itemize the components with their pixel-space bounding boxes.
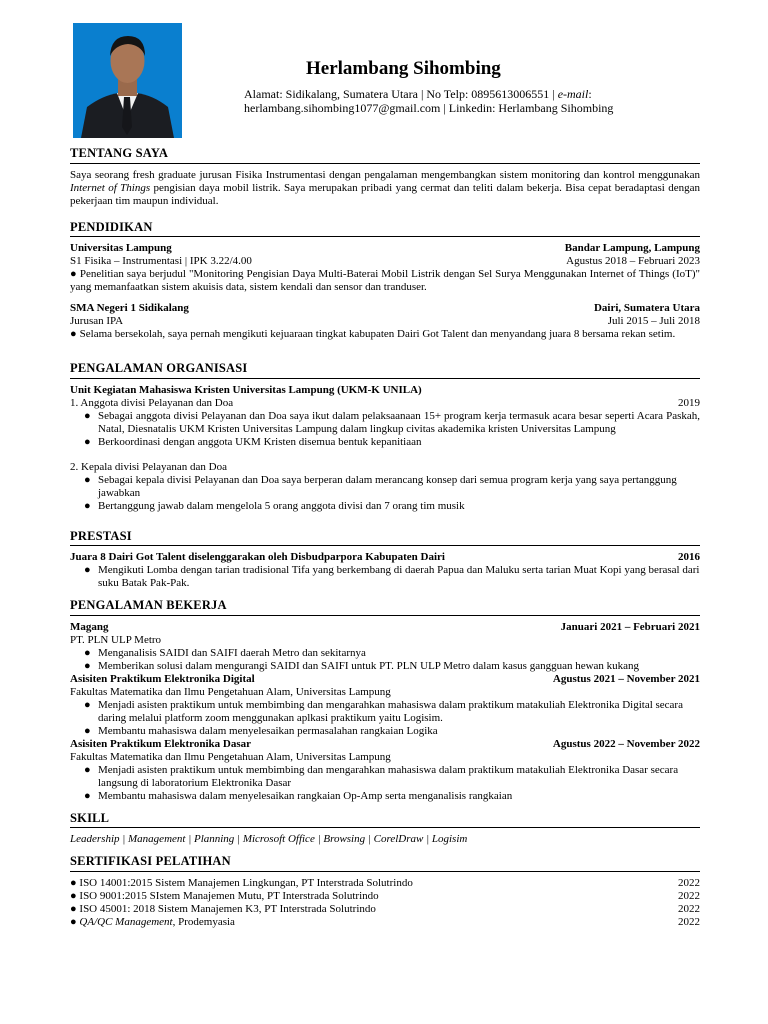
school-location: Bandar Lampung, Lampung <box>564 242 700 255</box>
organization-section <box>70 361 700 512</box>
work-section <box>70 598 700 802</box>
email-label: e-mail <box>557 87 589 101</box>
job-role: Magang <box>70 621 109 634</box>
profile-photo <box>73 23 182 138</box>
bullet-text: Berkoordinasi dengan anggota UKM Kristen disemua bentuk kepanitiaan <box>98 435 422 448</box>
about-section <box>70 146 700 208</box>
list-item: ● QA/QC Management, Prodemyasia 2022 <box>70 916 700 928</box>
certification-list <box>70 877 700 929</box>
education-note: ● Selama bersekolah, saya pernah mengikuti kejuaraan tingkat kabupaten Dairi Got Talent dan menyandang juara 8 bersama rekan setim. <box>70 328 676 341</box>
bullet-text: Mengikuti Lomba dengan tarian tradisional Tifa yang berkembang di daerah Papua dan Maluku serta tarian Muat Kopi yang berasal dari suku Batak Pak-Pak. <box>98 564 700 590</box>
bullet-text: Sebagai kepala divisi Pelayanan dan Doa saya berperan dalam merancang konsep dari semua program kerja yang saya pertanggung jawabkan <box>98 473 677 499</box>
certification-section <box>70 854 700 929</box>
resume-content <box>70 146 700 937</box>
role-label: 2. Kepala divisi Pelayanan dan Doa <box>70 460 228 473</box>
period: Agustus 2018 – Februari 2023 <box>566 255 700 268</box>
job-org: Fakultas Matematika dan Ilmu Pengetahuan Alam, Universitas Lampung <box>70 750 391 763</box>
bullet-text: Sebagai anggota divisi Pelayanan dan Doa saya ikut dalam pelaksaanaan 15+ program kerja termasuk acara besar seperti Acara Paskah, Natal, Diesnatalis UKM Kristen Universitas Lampung dalam lingkup civitas akademika kristen Universitas Lampung <box>98 409 700 435</box>
job-period: Agustus 2021 – November 2021 <box>552 672 700 685</box>
bullet-text: Memberikan solusi dalam mengurangi SAIDI dan SAIFI untuk PT. PLN ULP Metro dalam kasus gangguan hewan kukang <box>98 659 640 672</box>
list-item: ● Menjadi asisten praktikum untuk membimbing dan mengarahkan mahasiswa dalam praktikum matakuliah Elektronika Digital secara daring melalui platform zoom menggunakan aplkasi praktikum yaitu Logisim. <box>84 698 683 724</box>
list-item: ● ISO 45001: 2018 Sistem Manajemen K3, PT Interstrada Solutrindo 2022 <box>70 903 700 916</box>
list-item: ● Menjadi asisten praktikum untuk membimbing dan mengarahkan mahasiswa dalam praktikum matakuliah Elektronika Dasar secara langsung di laboratorium Elektronika Dasar <box>84 763 679 789</box>
cert-year: 2022 <box>678 903 700 916</box>
job-org: PT. PLN ULP Metro <box>70 634 162 647</box>
about-text <box>70 169 700 208</box>
job-role: Asisiten Praktikum Elektronika Dasar <box>70 737 252 750</box>
about-text-italic: Internet of Things <box>70 181 151 194</box>
bullet-text: Membantu mahasiswa dalam menyelesaikan rangkaian Op-Amp serta menganalisis rangkaian <box>98 789 513 802</box>
education-note: ● Penelitian saya berjudul "Monitoring Pengisian Daya Multi-Baterai Mobil Listrik dengan Sel Surya Menggunakan Internet of Things (IoT)" yang memanfaatkan sistem akuisis data, sistem kendali dan sensor dan tranduser. <box>70 268 700 294</box>
list-item: ● ISO 14001:2015 Sistem Manajemen Lingkungan, PT Interstrada Solutrindo 2022 <box>70 877 700 890</box>
list-item: ● Bertanggung jawab dalam mengelola 5 orang anggota divisi dan 7 orang tim musik <box>84 499 465 512</box>
section-title: PENGALAMAN BEKERJA <box>70 598 700 616</box>
job-role: Asisiten Praktikum Elektronika Digital <box>70 672 255 685</box>
section-title: SERTIFIKASI PELATIHAN <box>70 854 700 872</box>
role-label: 1. Anggota divisi Pelayanan dan Doa <box>70 396 234 409</box>
job-bullets <box>70 764 700 803</box>
bullet-text: Bertanggung jawab dalam mengelola 5 orang anggota divisi dan 7 orang tim musik <box>98 499 465 512</box>
school-name: Universitas Lampung <box>70 242 172 255</box>
job-bullets <box>70 699 700 738</box>
list-item: ● Menganalisis SAIDI dan SAIFI daerah Metro dan sekitarnya <box>84 647 366 659</box>
contact-info <box>244 87 684 116</box>
job-org: Fakultas Matematika dan Ilmu Pengetahuan Alam, Universitas Lampung <box>70 685 391 698</box>
cert-year: 2022 <box>678 890 700 903</box>
list-item: ● Sebagai kepala divisi Pelayanan dan Doa saya berperan dalam merancang konsep dari semua program kerja yang saya pertanggung jawabkan <box>84 473 677 499</box>
job-period: Januari 2021 – Februari 2021 <box>560 621 700 634</box>
period: Juli 2015 – Juli 2018 <box>607 315 700 328</box>
program: Jurusan IPA <box>70 315 124 328</box>
achievement-bullets <box>70 564 700 590</box>
program: S1 Fisika – Instrumentasi | IPK 3.22/4.00 <box>70 255 252 268</box>
about-text-part: pengisian daya mobil listrik. Saya merupakan pribadi yang cermat dan teliti dalam bekerja. Bisa cepat beradaptasi dengan pekerjaan tim maupun individual. <box>70 181 700 207</box>
section-title: PENGALAMAN ORGANISASI <box>70 361 700 379</box>
school-name: SMA Negeri 1 Sidikalang <box>70 302 189 315</box>
education-section <box>70 220 700 342</box>
skill-section <box>70 811 700 847</box>
job-period: Agustus 2022 – November 2022 <box>552 737 700 750</box>
school-location: Dairi, Sumatera Utara <box>593 302 700 315</box>
note-text: Penelitian saya berjudul "Monitoring Pengisian Daya Multi-Baterai Mobil Listrik dengan Sel Surya Menggunakan Internet of Things (IoT)" yang memanfaatkan sistem akuisis data, sistem kendali dan sensor dan tranduser. <box>70 268 700 294</box>
section-title: TENTANG SAYA <box>70 146 700 164</box>
cert-text: ISO 9001:2015 SIstem Manajemen Mutu, PT Interstrada Solutrindo <box>79 890 379 903</box>
about-text-part: Saya seorang fresh graduate jurusan Fisika Instrumentasi dengan pengalaman mengembangkan sistem monitoring dan kontrol menggunakan <box>70 168 700 181</box>
list-item: ● Mengikuti Lomba dengan tarian tradisional Tifa yang berkembang di daerah Papua dan Maluku serta tarian Muat Kopi yang berasal dari suku Batak Pak-Pak. <box>84 564 700 590</box>
list-item: ● ISO 9001:2015 SIstem Manajemen Mutu, PT Interstrada Solutrindo 2022 <box>70 890 700 903</box>
bullet-text: Membantu mahasiswa dalam menyelesaikan permasalahan rangkaian Logika <box>98 724 438 737</box>
candidate-name: Herlambang Sihombing <box>306 58 501 79</box>
education-item <box>70 302 700 341</box>
section-title: PRESTASI <box>70 529 700 547</box>
list-item: ● Memberikan solusi dalam mengurangi SAIDI dan SAIFI untuk PT. PLN ULP Metro dalam kasus gangguan hewan kukang <box>84 659 640 672</box>
section-title: SKILL <box>70 811 700 829</box>
skill-list: Leadership | Management | Planning | Microsoft Office | Browsing | CorelDraw | Logisim <box>70 833 468 846</box>
list-item: ● Berkoordinasi dengan anggota UKM Kristen disemua bentuk kepanitiaan <box>84 435 422 448</box>
list-item: ● Sebagai anggota divisi Pelayanan dan Doa saya ikut dalam pelaksaanaan 15+ program kerja termasuk acara besar seperti Acara Paskah, Natal, Diesnatalis UKM Kristen Universitas Lampung dalam lingkup civitas akademika kristen Universitas Lampung <box>84 409 700 435</box>
role-year: 2019 <box>678 396 700 409</box>
contact-details[interactable]: : herlambang.sihombing1077@gmail.com | Linkedin: Herlambang Sihombing <box>244 87 614 116</box>
achievement-year: 2016 <box>678 551 700 564</box>
education-item <box>70 242 700 294</box>
cert-year: 2022 <box>678 877 700 890</box>
cert-text: , Prodemyasia <box>172 916 235 928</box>
job-bullets <box>70 647 700 673</box>
bullet-text: Menjadi asisten praktikum untuk membimbing dan mengarahkan mahasiswa dalam praktikum matakuliah Elektronika Dasar secara langsung di laboratorium Elektronika Dasar <box>98 763 679 789</box>
bullet-text: Menjadi asisten praktikum untuk membimbing dan mengarahkan mahasiswa dalam praktikum matakuliah Elektronika Digital secara daring melalui platform zoom menggunakan aplkasi praktikum yaitu Logisim. <box>98 698 683 724</box>
organization-unit: Unit Kegiatan Mahasiswa Kristen Universitas Lampung (UKM-K UNILA) <box>70 383 422 396</box>
section-title: PENDIDIKAN <box>70 220 700 238</box>
contact-text: Alamat: Sidikalang, Sumatera Utara | No Telp: 0895613006551 | <box>244 87 558 101</box>
cert-text: ISO 45001: 2018 Sistem Manajemen K3, PT Interstrada Solutrindo <box>79 903 376 916</box>
role-bullets <box>70 410 700 449</box>
list-item: ● Membantu mahasiswa dalam menyelesaikan permasalahan rangkaian Logika <box>84 724 438 737</box>
note-text: Selama bersekolah, saya pernah mengikuti kejuaraan tingkat kabupaten Dairi Got Talent dan menyandang juara 8 bersama rekan setim. <box>79 328 676 341</box>
cert-italic: QA/QC Management <box>79 916 173 928</box>
cert-text: ISO 14001:2015 Sistem Manajemen Lingkungan, PT Interstrada Solutrindo <box>79 877 413 890</box>
role-bullets <box>70 474 700 513</box>
cert-year: 2022 <box>678 916 700 928</box>
bullet-text: Menganalisis SAIDI dan SAIFI daerah Metro dan sekitarnya <box>98 647 366 659</box>
achievement-section <box>70 529 700 591</box>
achievement-item: Juara 8 Dairi Got Talent diselenggarakan oleh Disbudparpora Kabupaten Dairi <box>70 551 445 564</box>
list-item: ● Membantu mahasiswa dalam menyelesaikan rangkaian Op-Amp serta menganalisis rangkaian <box>84 789 513 802</box>
